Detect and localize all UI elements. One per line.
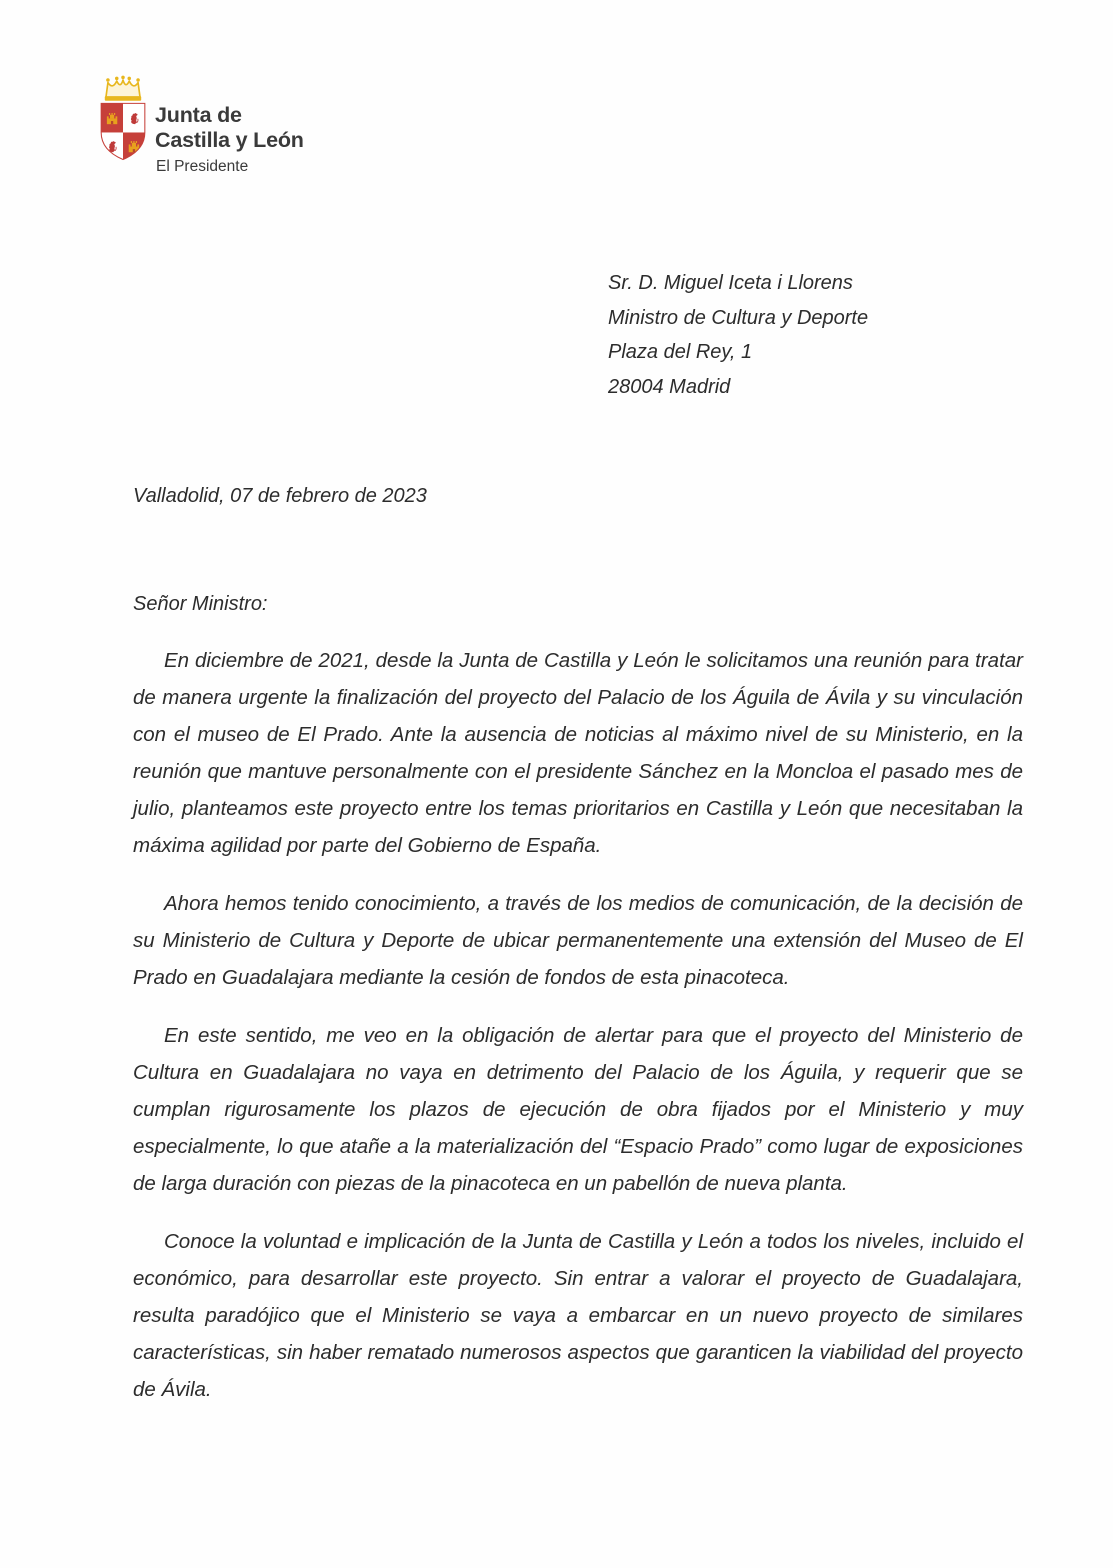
castilla-y-leon-coat-of-arms-icon	[97, 74, 149, 166]
dateline: Valladolid, 07 de febrero de 2023	[133, 485, 427, 507]
crown-icon	[105, 76, 141, 101]
recipient-line: Plaza del Rey, 1	[608, 341, 753, 363]
body-paragraph-2: Ahora hemos tenido conocimiento, a través de los medios de comunicación, de la decisión de su Ministerio de Cultura y Deporte de ubicar permanentemente una extensión del Museo de El Prado en Guadalajara mediante la cesión de fondos de esta pinacoteca.	[133, 892, 1023, 989]
salutation: Señor Ministro:	[133, 593, 268, 615]
recipient-line: 28004 Madrid	[608, 375, 731, 398]
letter-body	[133, 642, 1023, 1408]
org-name-line1: Junta de	[155, 103, 242, 127]
junta-logo	[97, 74, 149, 166]
recipient-address	[608, 266, 868, 404]
body-paragraph-3: En este sentido, me veo en la obligación de alertar para que el proyecto del Ministerio de Cultura en Guadalajara no vaya en detrimento del Palacio de los Águila, y requerir que se cumplan rigurosamente los plazos de ejecución de obra fijados por el Ministerio y muy especialmente, lo que atañe a la materialización del “Espacio Prado” como lugar de exposiciones de larga duración con piezas de la pinacoteca en un pabellón de nueva planta.	[133, 1024, 1023, 1195]
recipient-line: Sr. D. Miguel Iceta i Llorens	[608, 272, 853, 294]
org-name-line2: Castilla y León	[155, 128, 304, 152]
recipient-line: Ministro de Cultura y Deporte	[608, 306, 869, 329]
body-paragraph-1: En diciembre de 2021, desde la Junta de Castilla y León le solicitamos una reunión para tratar de manera urgente la finalización del proyecto del Palacio de los Águila de Ávila y su vinculación con el museo de El Prado. Ante la ausencia de noticias al máximo nivel de su Ministerio, en la reunión que mantuve personalmente con el presidente Sánchez en la Moncloa el pasado mes de julio, planteamos este proyecto entre los temas prioritarios en Castilla y León que necesitaban la máxima agilidad por parte del Gobierno de España.	[133, 649, 1023, 857]
office-title: El Presidente	[156, 158, 249, 175]
body-paragraph-4: Conoce la voluntad e implicación de la Junta de Castilla y León a todos los niveles, incluido el económico, para desarrollar este proyecto. Sin entrar a valorar el proyecto de Guadalajara, resulta paradójico que el Ministerio se vaya a embarcar en un nuevo proyecto de similares características, sin haber rematado numerosos aspectos que garanticen la viabilidad del proyecto de Ávila.	[133, 1230, 1023, 1401]
org-wordmark	[155, 103, 304, 153]
